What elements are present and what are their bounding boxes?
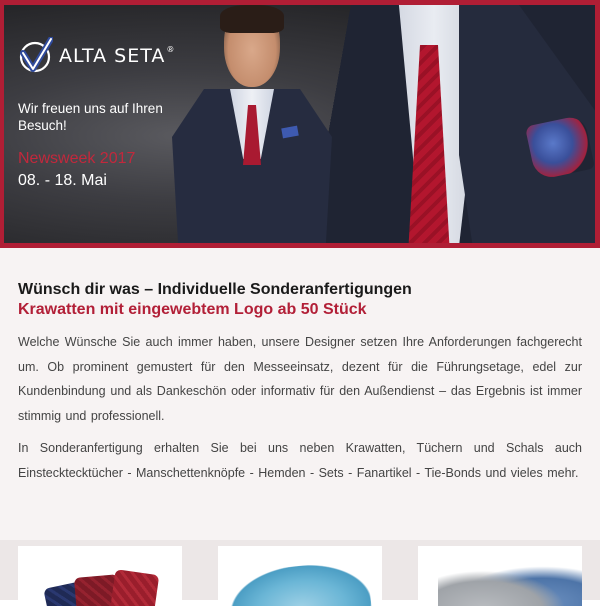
ties-image: [48, 572, 158, 606]
pocket-square-image: [227, 559, 373, 606]
logo-text: ALTA SETA®: [59, 45, 176, 67]
section-headline: Wünsch dir was – Individuelle Sonderanfertigungen: [18, 281, 412, 298]
hero-image: [4, 5, 595, 243]
product-card-ties[interactable]: [18, 546, 182, 606]
intro-paragraph: Welche Wünsche Sie auch immer haben, unsere Designer setzen Ihre Anforderungen fachgerecht um. Ob prominent gemustert für den Messeeinsatz, dezent für die Führungsetage, edel zur Kundenbindung und als Dankeschön oder informativ für den Außendienst – das Ergebnis ist immer stimmig und professionell.: [18, 335, 582, 423]
registered-mark: ®: [166, 45, 176, 54]
brand-logo[interactable]: [17, 37, 175, 75]
product-gallery: [0, 540, 600, 600]
product-card-scarf[interactable]: [418, 546, 582, 606]
product-card-pocket-square[interactable]: [218, 546, 382, 606]
model-hair: [220, 5, 284, 33]
section-subheadline: Krawatten mit eingewebtem Logo ab 50 Stück: [18, 301, 367, 318]
hero-tagline: Wir freuen uns auf Ihren Besuch!: [18, 101, 163, 133]
scarf-image: [438, 560, 582, 606]
hero-event-name: Newsweek 2017: [18, 150, 136, 167]
hero-banner[interactable]: [0, 0, 600, 248]
offer-paragraph: In Sonderanfertigung erhalten Sie bei uns neben Krawatten, Tüchern und Schals auch Einstecktecktücher - Manschettenknöpfe - Hemden - Sets - Fanartikel - Tie-Bonds und vieles mehr.: [18, 441, 582, 480]
hero-event-dates: 08. - 18. Mai: [18, 172, 107, 189]
content-section: [0, 248, 600, 540]
logo-check-icon: [17, 37, 53, 75]
